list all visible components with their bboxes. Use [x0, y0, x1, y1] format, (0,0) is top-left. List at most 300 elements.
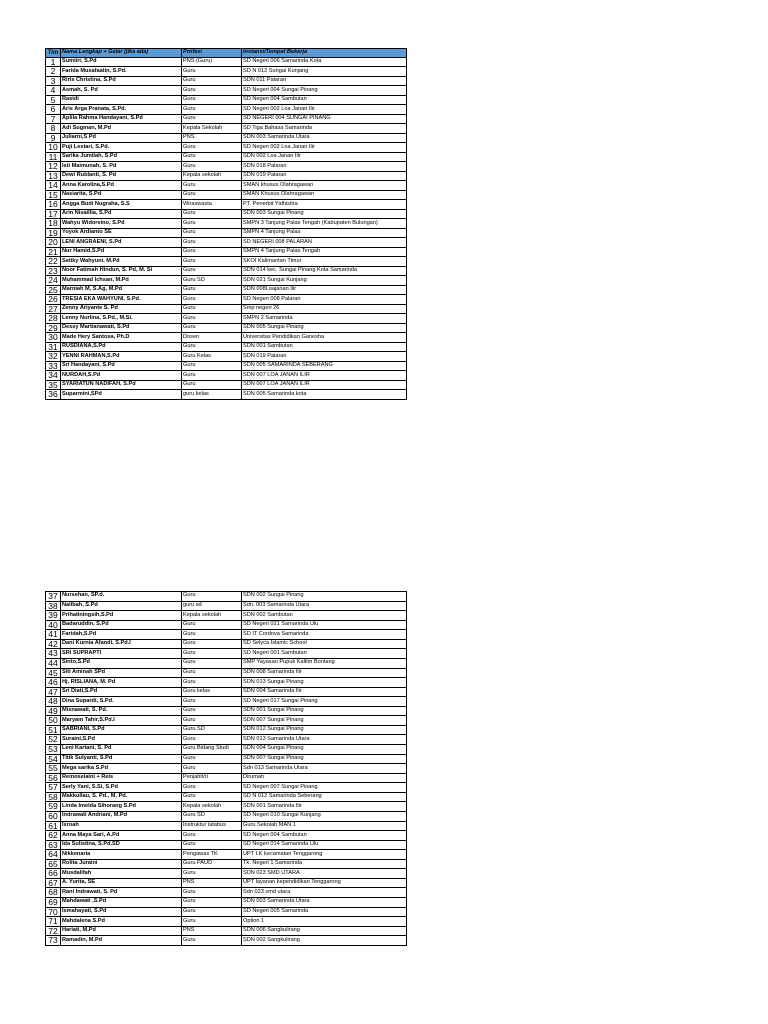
participant-profession: Guru: [182, 907, 242, 917]
participant-name: Noor Fatimah Hindun, S. Pd, M. Si: [61, 266, 182, 276]
participant-name: Rani Indrawati, S. Pd: [61, 888, 182, 898]
participant-name: Mega sarika S.Pd: [61, 764, 182, 774]
table-row: [46, 285, 407, 295]
participant-name: Nalibah, S.Pd: [61, 601, 182, 611]
participant-institution: SDN 005 Samarinda kota: [242, 390, 407, 400]
participant-institution: SMP Yayasan Pupuk Kaltim Bontang: [242, 658, 407, 668]
participant-institution: SD IT Cordova Samarinda: [242, 630, 407, 640]
table-row: [46, 190, 407, 200]
participant-institution: SD N 012 Samarinda Seberang: [242, 792, 407, 802]
header-profession: Profesi: [182, 49, 242, 58]
participant-name: Dessy Martianawati, S.Pd: [61, 323, 182, 333]
row-number: 15: [46, 190, 61, 200]
participant-institution: SMPN 4 Tanjung Palas Tengah: [242, 247, 407, 257]
participant-name: Badaruddin, S.Pd: [61, 620, 182, 630]
participant-profession: Guru: [182, 649, 242, 659]
participant-institution: SD Negeri 006 Samarinda Kota: [242, 57, 407, 67]
participant-profession: Guru: [182, 314, 242, 324]
table-row: [46, 228, 407, 238]
header-institution: Instansi/Tempat Bekerja: [242, 49, 407, 58]
table-row: [46, 697, 407, 707]
participant-name: Ramadin, M.Pd: [61, 936, 182, 946]
header-row: [46, 49, 407, 58]
participant-institution: Tk. Negeri 1 Samarinda: [242, 859, 407, 869]
row-number: 7: [46, 114, 61, 124]
row-number: 48: [46, 697, 61, 707]
participant-profession: Guru: [182, 190, 242, 200]
table-row: [46, 200, 407, 210]
row-number: 64: [46, 850, 61, 860]
participant-name: Lenny Nurlina, S.Pd., M.Si.: [61, 314, 182, 324]
participant-institution: SDN 002 Sungai Pinang: [242, 592, 407, 602]
participant-institution: SDN 005 Sungai Pinang: [242, 323, 407, 333]
participant-profession: PNS: [182, 133, 242, 143]
row-number: 20: [46, 238, 61, 248]
table-row: [46, 257, 407, 267]
row-number: 9: [46, 133, 61, 143]
participant-institution: SDN 019 Palaran: [242, 171, 407, 181]
participant-profession: Guru kelas: [182, 687, 242, 697]
row-number: 50: [46, 716, 61, 726]
participant-name: Serly Yani, S.Si, S.Pd: [61, 783, 182, 793]
header-no: Tim: [46, 49, 61, 58]
participant-name: Aris Arga Pranata, S.Pd.: [61, 105, 182, 115]
participant-institution: SD Selyca Islamic School: [242, 639, 407, 649]
table-row: [46, 888, 407, 898]
participant-name: Reinoselaini + Reis: [61, 773, 182, 783]
row-number: 38: [46, 601, 61, 611]
participant-profession: Guru: [182, 114, 242, 124]
participant-institution: SDN 007 Sungai Pinang: [242, 754, 407, 764]
table-row: [46, 152, 407, 162]
table-row: [46, 773, 407, 783]
table-row: [46, 361, 407, 371]
participant-name: Wahyu Widoreino, S.Pd: [61, 219, 182, 229]
row-number: 34: [46, 371, 61, 381]
row-number: 51: [46, 725, 61, 735]
row-number: 60: [46, 811, 61, 821]
participants-table-2-body: [46, 592, 407, 946]
participant-profession: Guru: [182, 285, 242, 295]
row-number: 26: [46, 295, 61, 305]
row-number: 32: [46, 352, 61, 362]
participant-institution: SDN 001 Sungai Pinang: [242, 706, 407, 716]
table-row: [46, 352, 407, 362]
participant-profession: Guru: [182, 67, 242, 77]
table-row: [46, 754, 407, 764]
participant-institution: SMPN 4 Tanjung Palas: [242, 228, 407, 238]
table-row: [46, 295, 407, 305]
participants-table-1-body: [46, 49, 407, 400]
participant-profession: Guru: [182, 105, 242, 115]
participant-institution: SDN 007 LOA JANAN ILIR: [242, 371, 407, 381]
table-row: [46, 639, 407, 649]
row-number: 19: [46, 228, 61, 238]
row-number: 23: [46, 266, 61, 276]
table-row: [46, 371, 407, 381]
row-number: 37: [46, 592, 61, 602]
participant-name: Dewi Rublanti, S. Pd: [61, 171, 182, 181]
participant-institution: SDN 002 Loa Janan Ilir: [242, 152, 407, 162]
row-number: 69: [46, 898, 61, 908]
participant-name: Musdalifah: [61, 869, 182, 879]
participant-name: SABRIANI, S.Pd: [61, 725, 182, 735]
participant-profession: Guru: [182, 361, 242, 371]
table-row: [46, 162, 407, 172]
table-row: [46, 333, 407, 343]
participant-institution: SDN 013 Samarinda Utara: [242, 735, 407, 745]
row-number: 36: [46, 390, 61, 400]
row-number: 30: [46, 333, 61, 343]
participant-profession: Guru PAUD: [182, 859, 242, 869]
table-row: [46, 266, 407, 276]
table-row: [46, 86, 407, 96]
participant-profession: Pengawas TK: [182, 850, 242, 860]
participant-name: SYARIATUN NADIFAH, S.Pd: [61, 380, 182, 390]
table-row: [46, 314, 407, 324]
row-number: 21: [46, 247, 61, 257]
participant-name: Sri Handayani, S.Pd: [61, 361, 182, 371]
row-number: 33: [46, 361, 61, 371]
row-number: 47: [46, 687, 61, 697]
table-row: [46, 323, 407, 333]
participant-profession: Guru: [182, 238, 242, 248]
table-row: [46, 878, 407, 888]
participants-table-2: [45, 591, 407, 946]
participant-profession: Guru: [182, 181, 242, 191]
participant-institution: Sdn 013 Samarinda Utara: [242, 764, 407, 774]
table-row: [46, 869, 407, 879]
table-row: [46, 105, 407, 115]
table-row: [46, 811, 407, 821]
participant-profession: Guru: [182, 620, 242, 630]
row-number: 25: [46, 285, 61, 295]
participant-profession: Guru: [182, 76, 242, 86]
participant-name: Hj. RISLIANA, M. Pd: [61, 678, 182, 688]
participant-institution: SDN 003 Samarinda Utara: [242, 898, 407, 908]
participant-institution: SD NEGERI 004 SUNGAI PINANG: [242, 114, 407, 124]
participant-profession: Kepala sekolah: [182, 611, 242, 621]
participant-name: Nur Hamid,S.Pd: [61, 247, 182, 257]
participant-institution: SD Negeri 004 Sambutan: [242, 95, 407, 105]
participant-name: Suparmini,SPd: [61, 390, 182, 400]
row-number: 66: [46, 869, 61, 879]
participant-institution: SDN 004 Sungai Pinang: [242, 745, 407, 755]
participant-institution: SMAN khusus Olahragawan: [242, 181, 407, 191]
row-number: 18: [46, 219, 61, 229]
participant-institution: SMPN 2 Samarinda: [242, 314, 407, 324]
participant-institution: UPT layanan kependidikan Tenggarong: [242, 878, 407, 888]
participant-institution: SDN 013 Sungai Pinang: [242, 678, 407, 688]
participant-institution: Smp negeri 26: [242, 304, 407, 314]
table-row: [46, 620, 407, 630]
participant-name: Sarika Jumilah, S.Pd: [61, 152, 182, 162]
participant-profession: Guru: [182, 209, 242, 219]
participant-name: Mahdalena S.Pd: [61, 917, 182, 927]
participant-profession: Guru: [182, 143, 242, 153]
participant-profession: Guru: [182, 304, 242, 314]
table-row: [46, 678, 407, 688]
participant-institution: SKOI Kalimantan Timur: [242, 257, 407, 267]
participant-profession: Guru SD: [182, 811, 242, 821]
table-row: [46, 124, 407, 134]
participant-institution: SD NEGERI 008 PALARAN: [242, 238, 407, 248]
participant-profession: Kepala sekolah: [182, 802, 242, 812]
participant-institution: SDN 008 Samarinda Ilir: [242, 668, 407, 678]
participant-name: Faridah,S.Pd: [61, 630, 182, 640]
participant-profession: Guru: [182, 668, 242, 678]
participant-institution: SDN 004 Samarinda Ilir: [242, 687, 407, 697]
participant-profession: guru kelas: [182, 390, 242, 400]
row-number: 41: [46, 630, 61, 640]
participant-profession: Guru: [182, 869, 242, 879]
table-row: [46, 840, 407, 850]
row-number: 24: [46, 276, 61, 286]
participant-institution: SMAN Khusus Olahragawan: [242, 190, 407, 200]
row-number: 10: [46, 143, 61, 153]
participant-name: Rasidi: [61, 95, 182, 105]
row-number: 68: [46, 888, 61, 898]
participant-profession: Guru: [182, 162, 242, 172]
row-number: 11: [46, 152, 61, 162]
participant-institution: SDN 011 Palaran: [242, 76, 407, 86]
table-row: [46, 850, 407, 860]
participant-institution: UPT LK kecamatan Tenggarong: [242, 850, 407, 860]
participant-institution: SDN 019 Palaran: [242, 352, 407, 362]
participant-profession: Guru: [182, 783, 242, 793]
participant-name: Rolita Juraini: [61, 859, 182, 869]
row-number: 4: [46, 86, 61, 96]
participant-name: Marniah M, S.Ag, M.Pd: [61, 285, 182, 295]
participant-name: TRESIA EKA WAHYUNI, S.Pd.: [61, 295, 182, 305]
participant-name: Nikkenaria: [61, 850, 182, 860]
row-number: 31: [46, 342, 61, 352]
row-number: 28: [46, 314, 61, 324]
row-number: 61: [46, 821, 61, 831]
participant-name: Ismahayati, S.Pd: [61, 907, 182, 917]
participant-name: Anna Maya Sari, A.Pd: [61, 831, 182, 841]
participant-profession: Kepala Sekolah: [182, 124, 242, 134]
participant-profession: Guru: [182, 152, 242, 162]
row-number: 2: [46, 67, 61, 77]
participant-profession: Guru SD: [182, 276, 242, 286]
participant-institution: SDN 003 Samarinda Utara: [242, 133, 407, 143]
participant-institution: SD Tiga Bahasa Samarinda: [242, 124, 407, 134]
row-number: 55: [46, 764, 61, 774]
participant-institution: SDN 001 Samarinda Ilir: [242, 802, 407, 812]
row-number: 58: [46, 792, 61, 802]
row-number: 59: [46, 802, 61, 812]
table-row: [46, 668, 407, 678]
table-row: [46, 907, 407, 917]
participant-institution: SDN 005 SAMARINDA SEBERANG: [242, 361, 407, 371]
participant-name: LENI ANGRAENI, S.Pd: [61, 238, 182, 248]
participant-profession: PNS (Guru): [182, 57, 242, 67]
participant-profession: Guru: [182, 840, 242, 850]
header-name: Nama Lengkap + Gelar (jika ada): [61, 49, 182, 58]
row-number: 27: [46, 304, 61, 314]
table-row: [46, 936, 407, 946]
table-row: [46, 276, 407, 286]
participant-institution: Option 1: [242, 917, 407, 927]
row-number: 45: [46, 668, 61, 678]
participant-profession: Guru: [182, 630, 242, 640]
participant-institution: SD Negeri 002 Loa Janan Ilir: [242, 105, 407, 115]
participant-institution: SDN 023 SMD UTARA: [242, 869, 407, 879]
participant-institution: SD Negeri 004 Sambutan: [242, 831, 407, 841]
participant-profession: Guru: [182, 658, 242, 668]
participant-profession: Guru: [182, 219, 242, 229]
table-row: [46, 783, 407, 793]
participant-profession: Guru Kelas: [182, 352, 242, 362]
participant-name: Nasiarita, S.Pd: [61, 190, 182, 200]
participant-profession: Guru: [182, 936, 242, 946]
table-row: [46, 143, 407, 153]
participant-profession: Guru: [182, 247, 242, 257]
participant-name: Arin Nisaillia, S.Pd: [61, 209, 182, 219]
table-row: [46, 611, 407, 621]
row-number: 67: [46, 878, 61, 888]
participant-name: Aplila Rahma Handayani, S.Pd: [61, 114, 182, 124]
row-number: 62: [46, 831, 61, 841]
row-number: 3: [46, 76, 61, 86]
participant-profession: Guru: [182, 917, 242, 927]
participant-profession: Guru: [182, 754, 242, 764]
table-row: [46, 67, 407, 77]
participant-name: Indrawati Andriani, M.Pd: [61, 811, 182, 821]
row-number: 53: [46, 745, 61, 755]
participant-institution: SDN 002 Sambutan: [242, 611, 407, 621]
participant-profession: Dosen: [182, 333, 242, 343]
participant-name: Dina Supardi, S.Pd.: [61, 697, 182, 707]
participant-institution: SDN 007 Sungai Pinang: [242, 716, 407, 726]
participant-institution: SDN 001 Sambutan: [242, 342, 407, 352]
participant-name: Anna Karolina,S.Pd: [61, 181, 182, 191]
participant-profession: Wiraswasta: [182, 200, 242, 210]
row-number: 56: [46, 773, 61, 783]
participant-institution: SD N 012 Sungai Kunjang: [242, 67, 407, 77]
table-row: [46, 764, 407, 774]
participant-profession: Guru: [182, 228, 242, 238]
participant-profession: guru sd: [182, 601, 242, 611]
participant-name: Nursehan, SP.d.: [61, 592, 182, 602]
participant-profession: Guru: [182, 323, 242, 333]
participant-institution: SD Negeri 004 Sungai Pinang: [242, 86, 407, 96]
row-number: 70: [46, 907, 61, 917]
table-row: [46, 917, 407, 927]
row-number: 22: [46, 257, 61, 267]
participant-name: Adi Sugman, M.Pd: [61, 124, 182, 134]
table-row: [46, 706, 407, 716]
row-number: 72: [46, 926, 61, 936]
row-number: 8: [46, 124, 61, 134]
participant-profession: Instruktur latabus: [182, 821, 242, 831]
row-number: 5: [46, 95, 61, 105]
participant-institution: SDN 018 Palaran: [242, 162, 407, 172]
participant-profession: Guru: [182, 888, 242, 898]
participant-profession: Guru: [182, 295, 242, 305]
row-number: 57: [46, 783, 61, 793]
participant-name: YENNI RAHMAN,S.Pd: [61, 352, 182, 362]
participant-profession: Guru: [182, 380, 242, 390]
table-row: [46, 95, 407, 105]
participant-institution: SDN 007 LOA JANAN ILIR: [242, 380, 407, 390]
participant-name: A. Yurita, SE: [61, 878, 182, 888]
participant-name: Yoyok Ardianto SE: [61, 228, 182, 238]
table-row: [46, 247, 407, 257]
table-row: [46, 133, 407, 143]
participant-institution: Sdn. 003 Samarinda Utara: [242, 601, 407, 611]
row-number: 6: [46, 105, 61, 115]
participant-profession: Guru: [182, 86, 242, 96]
row-number: 40: [46, 620, 61, 630]
participant-name: RUSDIANA,S.Pd: [61, 342, 182, 352]
row-number: 16: [46, 200, 61, 210]
participant-profession: Guru: [182, 592, 242, 602]
table-row: [46, 725, 407, 735]
table-row: [46, 219, 407, 229]
table-row: [46, 802, 407, 812]
participant-profession: Penjahit/ri: [182, 773, 242, 783]
row-number: 42: [46, 639, 61, 649]
participant-name: Misnawati, S. Pd.: [61, 706, 182, 716]
participant-institution: SD Negeri 014 Samarinda Ulu: [242, 840, 407, 850]
row-number: 49: [46, 706, 61, 716]
row-number: 44: [46, 658, 61, 668]
participant-name: Maryam Tahir,S.Pd.I: [61, 716, 182, 726]
participant-name: Isti Maimunah, S. Pd: [61, 162, 182, 172]
participant-profession: PNS: [182, 926, 242, 936]
participant-name: Setiky Wahyuni, M.Pd: [61, 257, 182, 267]
participant-institution: SD Negeri 007 Sungai Pinang: [242, 783, 407, 793]
table-row: [46, 238, 407, 248]
row-number: 46: [46, 678, 61, 688]
row-number: 1: [46, 57, 61, 67]
row-number: 65: [46, 859, 61, 869]
participant-profession: Guru: [182, 678, 242, 688]
row-number: 35: [46, 380, 61, 390]
participant-institution: Dirumah: [242, 773, 407, 783]
participant-name: Ida Sulistina, S.Pd.SD: [61, 840, 182, 850]
participant-name: Riris Christina, S.Pd: [61, 76, 182, 86]
row-number: 12: [46, 162, 61, 172]
table-row: [46, 745, 407, 755]
table-row: [46, 57, 407, 67]
participant-institution: SD Negeri 005 Samarinda: [242, 907, 407, 917]
participant-profession: Guru: [182, 764, 242, 774]
participant-institution: SD Negeri 010 Sungai Kunjang: [242, 811, 407, 821]
participants-table-1: [45, 48, 407, 400]
participant-profession: Guru: [182, 735, 242, 745]
table-row: [46, 898, 407, 908]
participant-institution: SMPN 3 Tanjung Palas Tengah (Kabupaten Bulungan): [242, 219, 407, 229]
table-row: [46, 821, 407, 831]
participant-institution: SD Negeri 002 Loa Janan Ilir: [242, 143, 407, 153]
table-row: [46, 649, 407, 659]
table-row: [46, 181, 407, 191]
participant-name: Sumiiri, S.Pd: [61, 57, 182, 67]
participant-profession: Guru: [182, 371, 242, 381]
row-number: 14: [46, 181, 61, 191]
participant-name: Titik Sulyanti, S.Pd: [61, 754, 182, 764]
participant-name: Suraini,S.Pd: [61, 735, 182, 745]
participant-name: Mahdawati ,S.Pd: [61, 898, 182, 908]
participant-profession: Guru: [182, 792, 242, 802]
participant-profession: Guru: [182, 716, 242, 726]
row-number: 29: [46, 323, 61, 333]
participant-name: Isroah: [61, 821, 182, 831]
participant-profession: Guru SD: [182, 725, 242, 735]
